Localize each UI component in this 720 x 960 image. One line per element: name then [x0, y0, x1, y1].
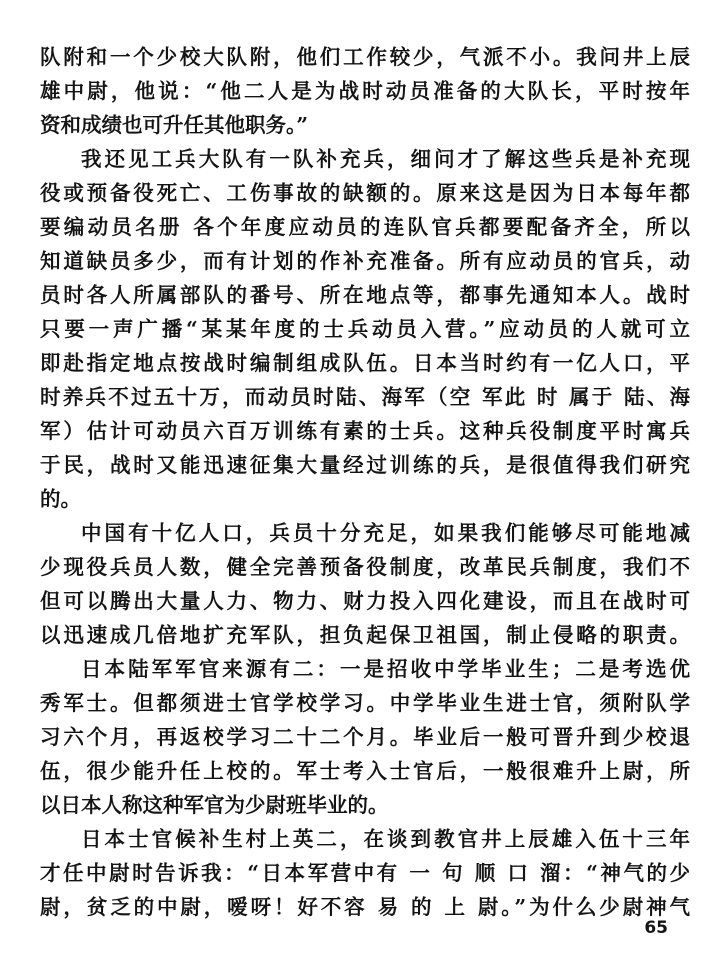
- text-line: 习六个月，再返校学习二十二个月。毕业后一般可晋升到少校退: [40, 725, 690, 749]
- paragraph-start-line: 日本士官候补生村上英二，在谈到教官井上辰雄入伍十三年: [81, 827, 690, 851]
- text-line: 雄中尉，他说：“他二人是为战时动员准备的大队长，平时按年: [40, 79, 690, 103]
- text-line: 以日本人称这种军官为少尉班毕业的。: [40, 793, 389, 817]
- text-line: 的。: [40, 487, 81, 511]
- text-line: 役或预备役死亡、工伤事故的缺额的。原来这是因为日本每年都: [40, 181, 690, 205]
- page-number: 65: [644, 918, 668, 938]
- text-line: 资和成绩也可升任其他职务。”: [40, 113, 309, 137]
- paragraph-start-line: 日本陆军军官来源有二：一是招收中学毕业生；二是考选优: [81, 657, 690, 681]
- text-line: 秀军士。但都须进士官学校学习。中学毕业生进士官，须附队学: [40, 691, 690, 715]
- paragraph-start-line: 中国有十亿人口，兵员十分充足，如果我们能够尽可能地减: [81, 521, 690, 545]
- text-line: 队附和一个少校大队附，他们工作较少，气派不小。我问井上辰: [40, 45, 690, 69]
- text-line: 但可以腾出大量人力、物力、财力投入四化建设，而且在战时可: [40, 589, 690, 613]
- text-line: 于民，战时又能迅速征集大量经过训练的兵，是很值得我们研究: [40, 453, 690, 477]
- text-line: 即赴指定地点按战时编制组成队伍。日本当时约有一亿人口，平: [40, 351, 690, 375]
- text-line: 以迅速成几倍地扩充军队，担负起保卫祖国，制止侵略的职责。: [40, 623, 690, 647]
- text-line: 要编动员名册 各个年度应动员的连队官兵都要配备齐全，所以: [40, 215, 690, 239]
- text-line: 少现役兵员人数，健全完善预备役制度，改革民兵制度，我们不: [40, 555, 690, 579]
- text-line: 尉，贫乏的中尉，嗳呀！好不容 易 的 上 尉。”为什么少尉神气: [40, 895, 690, 919]
- text-line: 时养兵不过五十万，而动员时陆、海军（空 军此 时 属于 陆、海: [40, 385, 690, 409]
- text-line: 军）估计可动员六百万训练有素的士兵。这种兵役制度平时寓兵: [40, 419, 690, 443]
- body-text: [40, 40, 690, 924]
- paragraph-start-line: 我还见工兵大队有一队补充兵，细问才了解这些兵是补充现: [81, 147, 690, 171]
- text-line: 只要一声广播“某某年度的士兵动员入营。”应动员的人就可立: [40, 317, 690, 341]
- text-line: 知道缺员多少，而有计划的作补充准备。所有应动员的官兵，动: [40, 249, 690, 273]
- text-line: 才任中尉时告诉我：“日本军营中有 一 句 顺 口 溜：“神气的少: [40, 861, 690, 885]
- text-line: 员时各人所属部队的番号、所在地点等，都事先通知本人。战时: [40, 283, 690, 307]
- text-line: 伍，很少能升任上校的。军士考入士官后，一般很难升上尉，所: [40, 759, 690, 783]
